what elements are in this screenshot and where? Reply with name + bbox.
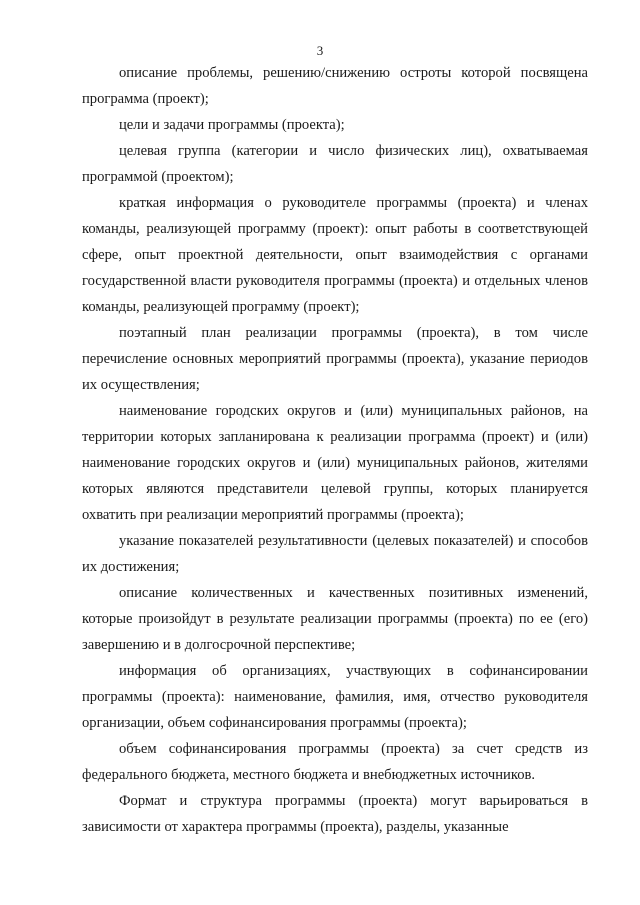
paragraph-cofinancing-organizations: информация об организациях, участвующих в софинансировании программы (проекта): наименование, фамилия, имя, отчество руководителя организации, объем софинансирования программы (проекта); [82,663,588,731]
document-body [82,60,588,840]
paragraph-implementation-plan: поэтапный план реализации программы (проекта), в том числе перечисление основных мероприятий программы (проекта), указание периодов их осуществления; [82,325,588,393]
paragraph-goals: цели и задачи программы (проекта); [119,117,345,133]
paragraph-cofinancing-volume: объем софинансирования программы (проекта) за счет средств из федерального бюджета, местного бюджета и внебюджетных источников. [82,741,588,783]
paragraph-target-group: целевая группа (категории и число физических лиц), охватываемая программой (проектом); [82,143,588,185]
paragraph-format-structure: Формат и структура программы (проекта) могут варьироваться в зависимости от характера программы (проекта), разделы, указанные [82,793,588,835]
page-number: 3 [316,43,324,58]
paragraph-problem-description: описание проблемы, решению/снижению остроты которой посвящена программа (проект); [82,65,588,107]
paragraph-positive-changes: описание количественных и качественных позитивных изменений, которые произойдут в результате реализации программы (проекта) по ее (его) завершению и в долгосрочной перспективе; [82,585,588,653]
paragraph-team-info: краткая информация о руководителе программы (проекта) и членах команды, реализующей программу (проект): опыт работы в соответствующей сфере, опыт проектной деятельности, опыт взаимодействия с органами государственной власти руководителя программы (проекта) и отдельных членов команды, реализующей программу (проект); [82,195,588,315]
paragraph-municipalities: наименование городских округов и (или) муниципальных районов, на территории которых запланирована к реализации программа (проект) и (или) наименование городских округов и (или) муниципальных районов, жителями которых являются представители целевой группы, которых планируется охватить при реализации мероприятий программы (проекта); [82,403,588,523]
paragraph-indicators: указание показателей результативности (целевых показателей) и способов их достижения; [82,533,588,575]
